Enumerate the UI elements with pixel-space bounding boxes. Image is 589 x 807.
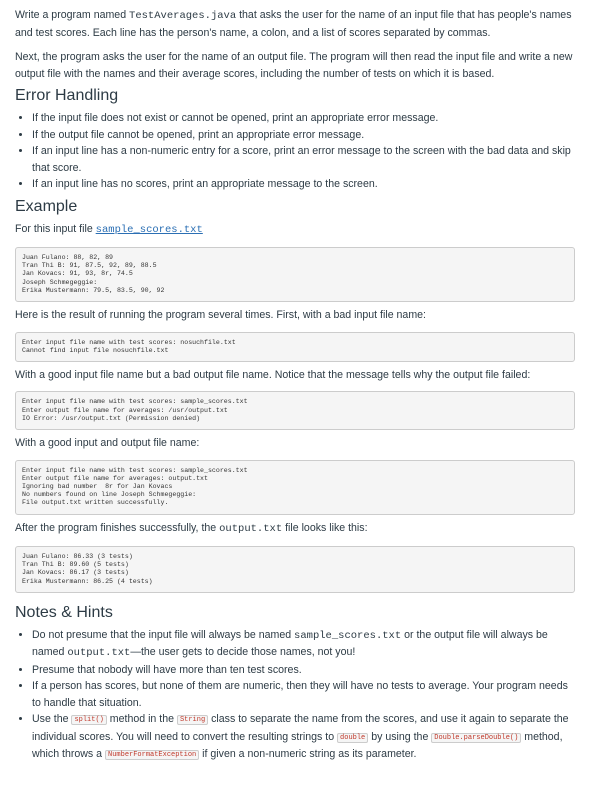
list-item: • If an input line has a non-numeric entry for a score, print an error message to the screen with the bad data and skip that score. [32, 143, 575, 176]
note-text: —the user gets to decide those names, not you! [130, 646, 356, 659]
sample-scores-link[interactable]: sample_scores.txt [95, 223, 203, 236]
number-format-exception-code: NumberFormatException [105, 750, 199, 760]
note-text: or the output file will always be named [32, 628, 548, 659]
good-run-intro: With a good input and output file name: [15, 437, 200, 450]
input-filename-code: sample_scores.txt [294, 629, 402, 642]
next-paragraph: Next, the program asks the user for the name of an output file. The program will then read the input file and write a new output file with the names and their average scores, including the number of tests on which it is based. [15, 51, 573, 80]
error-handling-heading: Error Handling [15, 87, 119, 104]
double-type-code: double [337, 733, 368, 743]
good-run-block: Enter input file name with test scores: sample_scores.txt Enter output file name for averages: output.txt Ignoring bad number 8r for Jan Kovacs No numbers found on line Joseph Schmegeggie: File output.txt written successfully. [15, 460, 575, 515]
split-method-code: split() [71, 715, 106, 725]
example-heading: Example [15, 197, 78, 215]
notes-heading: Notes & Hints [15, 603, 113, 621]
notes-list [15, 627, 575, 764]
output-intro-text-cont: file looks like this: [282, 521, 368, 534]
program-name-code: TestAverages.java [129, 10, 237, 22]
note-text: Do not presume that the input file will always be named [32, 628, 295, 641]
note-text: Use the [32, 713, 72, 726]
input-file-intro [15, 221, 575, 239]
note-text: class to separate the name from the scores, and use it again to separate the individual scores. You will need to convert the resulting strings to [32, 713, 569, 743]
output-file-block: Juan Fulano: 86.33 (3 tests) Tran Thi B: 89.60 (5 tests) Jan Kovacs: 86.17 (3 tests) Erika Mustermann: 86.25 (4 tests) [15, 546, 575, 593]
intro-text: Write a program named [15, 9, 130, 21]
list-item [32, 711, 575, 764]
note-text: method, which throws a [32, 730, 563, 761]
output-intro-text: After the program finishes successfully, the [15, 521, 220, 534]
note-text: by using the [368, 730, 432, 743]
input-file-block: Juan Fulano: 88, 82, 89 Tran Thi B: 91, 87.5, 92, 89, 88.5 Jan Kovacs: 91, 93, 8r, 74.5 Joseph Schmegeggie: Erika Mustermann: 79.5, 83.5, 90, 92 [15, 247, 575, 302]
note-text: method in the [106, 713, 177, 726]
output-file-intro [15, 520, 575, 538]
bad-output-intro: With a good input file name but a bad output file name. Notice that the message tells why the output file failed: [15, 368, 531, 381]
list-item [32, 627, 575, 662]
intro-paragraph [15, 7, 575, 41]
bad-output-run-block: Enter input file name with test scores: sample_scores.txt Enter output file name for averages: /usr/output.txt IO Error: /usr/output.txt (Permission denied) [15, 391, 575, 430]
string-class-code: String [177, 715, 208, 725]
bad-input-run-block: Enter input file name with test scores: nosuchfile.txt Cannot find input file nosuchfile.txt [15, 332, 575, 362]
output-file-code: output.txt [219, 522, 283, 535]
list-item: • If the input file does not exist or cannot be opened, print an appropriate error message. [32, 110, 575, 127]
bad-input-intro: Here is the result of running the program several times. First, with a bad input file name: [15, 309, 426, 322]
input-intro-text: For this input file [15, 222, 96, 235]
intro-text-cont: that asks the user for the name of an input file that has people's names and test scores. Each line has the person's name, a colon, and a list of scores separated by commas. [15, 9, 572, 39]
note-text: if given a non-numeric string as its parameter. [199, 748, 417, 761]
list-item: • Presume that nobody will have more than ten test scores. [32, 662, 575, 679]
list-item: • If an input line has no scores, print an appropriate message to the screen. [32, 176, 575, 193]
list-item: • If the output file cannot be opened, print an appropriate error message. [32, 127, 575, 144]
output-filename-code: output.txt [67, 647, 131, 660]
error-handling-list [15, 110, 575, 193]
list-item: • If a person has scores, but none of them are numeric, then they will have no tests to average. Your program needs to handle that situation. [32, 678, 575, 711]
parse-double-code: Double.parseDouble() [431, 733, 521, 743]
